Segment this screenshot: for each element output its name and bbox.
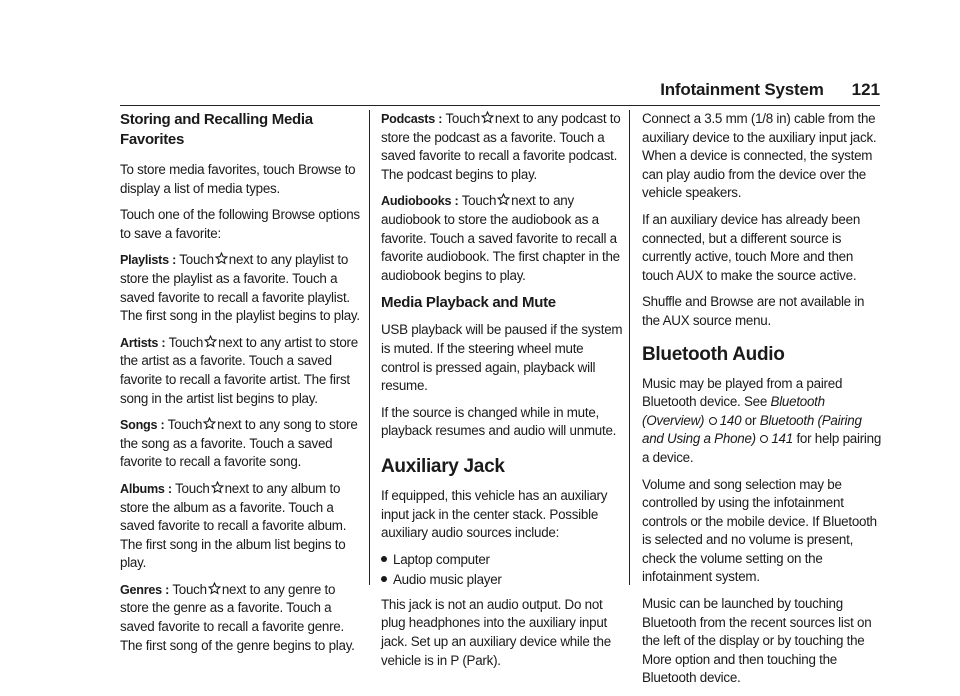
column-divider (629, 110, 630, 585)
star-outline-icon (204, 335, 217, 348)
item-term: Artists : (120, 335, 166, 350)
paragraph: Connect a 3.5 mm (1/8 in) cable from the auxiliary device to the auxiliary input jack. When a device is connected, the system can play audio from the device over the vehicle speakers. (642, 111, 877, 201)
page-reference-icon (760, 435, 768, 443)
item-term: Playlists : (120, 253, 177, 268)
cross-reference-link[interactable]: Bluetooth (Overview) (642, 394, 825, 428)
item-term: Genres : (120, 582, 170, 597)
item-term: Albums : (120, 481, 172, 496)
star-outline-icon (497, 193, 510, 206)
column-1 (120, 110, 362, 663)
paragraph: If an auxiliary device has already been connected, but a different source is currently active, touch More and then touch AUX to make the source active. (642, 211, 861, 283)
favorite-item-podcasts: Podcasts : Touch next to any podcast to store the podcast as a favorite. Touch a saved favorite to recall a favorite podcast. The podcast begins to play. (381, 111, 621, 182)
list-item: Audio music player (381, 571, 623, 590)
star-outline-icon (208, 582, 221, 595)
paragraph: Shuffle and Browse are not available in the AUX source menu. (642, 294, 865, 328)
favorite-item-artists: Artists : Touch next to any artist to store the artist as a favorite. Touch a saved favorite to recall a favorite artist. The first song in the artist list begins to play. (120, 334, 358, 406)
bluetooth-paragraph: Music may be played from a paired Bluetooth device. See Bluetooth (Overview) 140 or Bluetooth (Pairing and Using a Phone) 141 for help pairing a device. (642, 375, 882, 465)
favorite-item-audiobooks: Audiobooks : Touch next to any audiobook to store the audiobook as a favorite. Touch a saved favorite to recall a favorite audiobook. The first chapter in the audiobook begins to play. (381, 193, 620, 283)
section-title: Infotainment System (660, 80, 824, 99)
bullet-icon (381, 576, 387, 582)
paragraph: To store media favorites, touch Browse to display a list of media types. (120, 162, 356, 196)
column-2 (381, 110, 623, 678)
page-header (120, 80, 880, 106)
star-outline-icon (215, 252, 228, 265)
heading-auxiliary-jack: Auxiliary Jack (381, 455, 505, 477)
item-term: Podcasts : (381, 112, 443, 126)
heading-bluetooth-audio: Bluetooth Audio (642, 343, 785, 365)
item-term: Songs : (120, 418, 165, 433)
list-item: Laptop computer (381, 551, 623, 570)
heading-storing-favorites: Storing and Recalling Media Favorites (120, 111, 313, 148)
page-reference[interactable]: 141 (771, 431, 793, 447)
paragraph: If equipped, this vehicle has an auxiliary input jack in the center stack. Possible auxiliary audio sources include: (381, 487, 608, 541)
star-outline-icon (211, 481, 224, 494)
star-outline-icon (481, 111, 494, 124)
paragraph: Music can be launched by touching Bluetooth from the recent sources list on the left of the display or by touching the More option and then touching the Bluetooth device. (642, 596, 872, 686)
aux-sources-list (381, 551, 623, 590)
favorite-item-songs: Songs : Touch next to any song to store the song as a favorite. Touch a saved favorite to recall a favorite song. (120, 417, 358, 470)
bullet-icon (381, 556, 387, 562)
column-3 (642, 110, 884, 696)
item-term: Audiobooks : (381, 194, 459, 209)
column-divider (369, 110, 370, 585)
paragraph: If the source is changed while in mute, playback resumes and audio will unmute. (381, 404, 617, 439)
paragraph: Volume and song selection may be controlled by using the infotainment controls or the mobile device. If Bluetooth is selected and no volume is present, check the volume setting on the infotainment system. (642, 476, 877, 585)
star-outline-icon (203, 417, 216, 430)
favorite-item-playlists: Playlists : Touch next to any playlist to store the playlist as a favorite. Touch a saved favorite to recall a favorite playlist. The first song in the playlist begins to play. (120, 252, 360, 324)
favorite-item-albums: Albums : Touch next to any album to store the album as a favorite. Touch a saved favorite to recall a favorite album. The first song in the album list begins to play. (120, 480, 347, 571)
paragraph: USB playback will be paused if the system is muted. If the steering wheel mute control is pressed again, playback will resume. (381, 322, 623, 394)
page-reference-icon (709, 417, 717, 425)
header-rule (120, 105, 880, 106)
page-number: 121 (851, 80, 880, 99)
paragraph: This jack is not an audio output. Do not plug headphones into the auxiliary input jack. Set up an auxiliary device while the vehicle is in P (Park). (381, 596, 611, 668)
cross-reference-link[interactable]: Bluetooth (Pairing and Using a Phone) (642, 412, 862, 447)
paragraph: Touch one of the following Browse options to save a favorite: (120, 207, 360, 241)
heading-media-playback: Media Playback and Mute (381, 294, 556, 312)
page-reference[interactable]: 140 (719, 412, 742, 428)
favorite-item-genres: Genres : Touch next to any genre to store the genre as a favorite. Touch a saved favorite to recall a favorite genre. The first song of the genre begins to play. (120, 581, 355, 653)
